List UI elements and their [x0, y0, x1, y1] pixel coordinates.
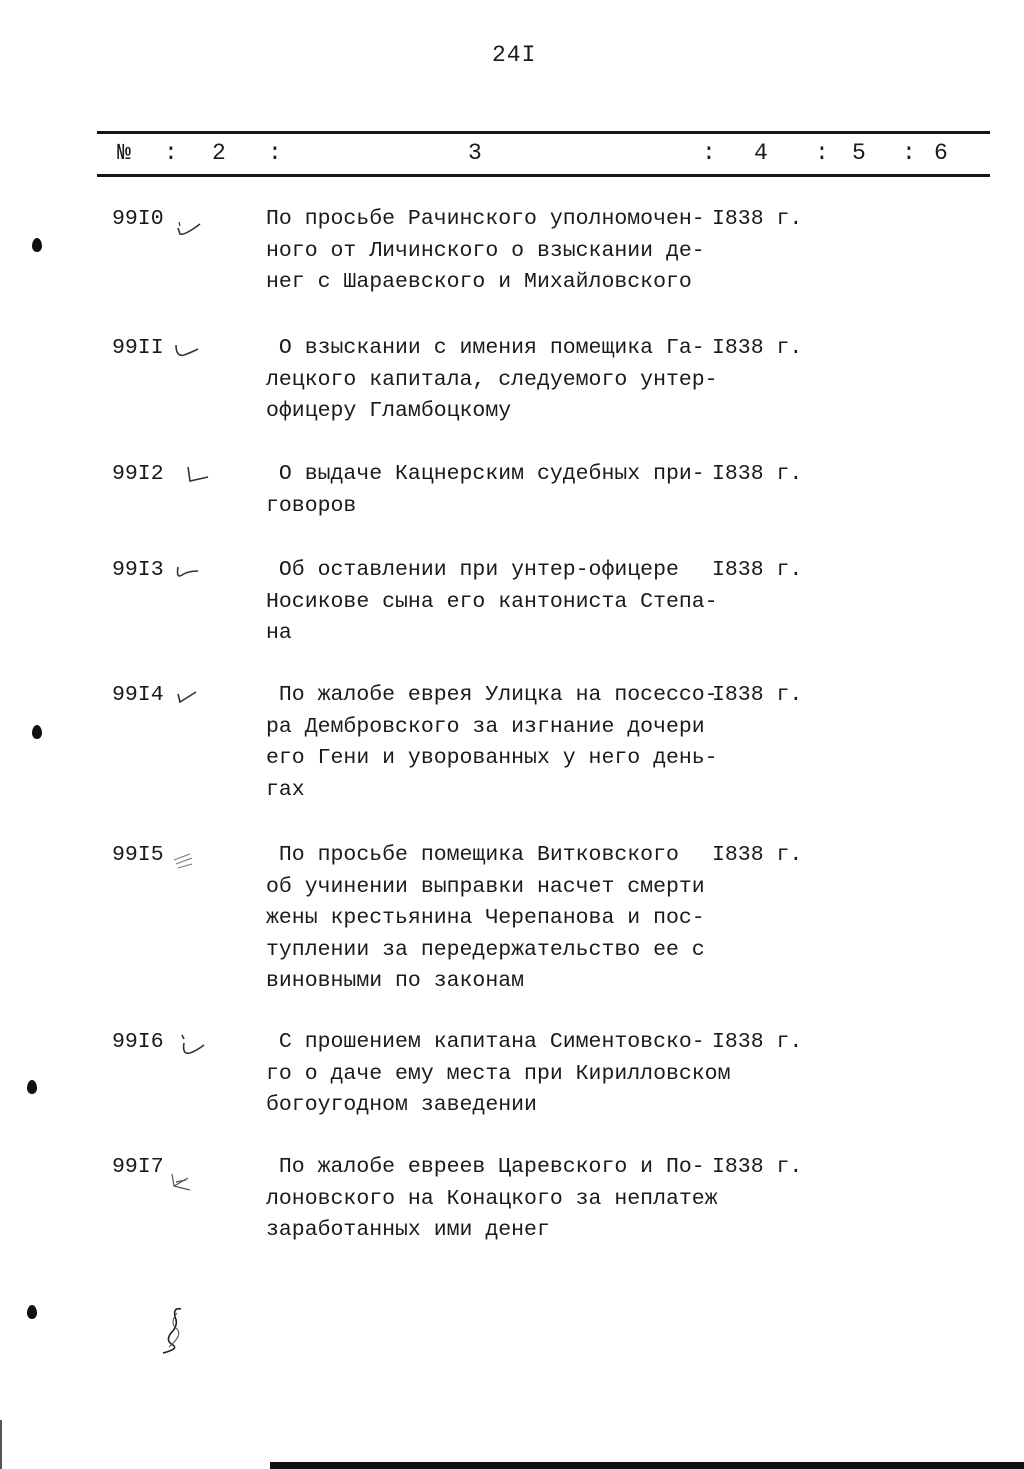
entry-number: 99I2 — [112, 462, 164, 486]
description-line: нег с Шараевского и Михайловского — [266, 270, 692, 294]
entry-description — [266, 555, 718, 650]
description-line: лецкого капитала, следуемого унтер- — [266, 367, 718, 392]
entry-number: 99I4 — [112, 683, 164, 707]
entry-year: I838 г. — [712, 207, 803, 231]
scan-edge — [0, 1420, 2, 1469]
column-header-6: 6 — [934, 140, 948, 166]
column-header-5: 5 — [852, 140, 866, 166]
entry-description — [266, 1027, 731, 1122]
punch-hole-icon — [32, 238, 42, 252]
description-line: виновными по законам — [266, 969, 525, 993]
column-header-3: 3 — [468, 140, 482, 166]
description-line: его Гени и уворованных у него день- — [266, 746, 718, 770]
entry-number: 99I6 — [112, 1030, 164, 1054]
column-separator: : — [702, 140, 716, 166]
description-line: По просьбе помещика Витковского — [266, 843, 679, 867]
description-line: По жалобе евреев Царевского и По- — [266, 1155, 705, 1179]
description-line: По жалобе еврея Улицка на посессо- — [266, 683, 718, 707]
column-separator: : — [268, 140, 282, 166]
column-separator: : — [815, 140, 829, 166]
header-top-rule — [97, 131, 990, 134]
punch-hole-icon — [27, 1305, 37, 1319]
description-line: Об оставлении при унтер-офицере — [266, 558, 679, 582]
entry-description — [266, 1152, 718, 1247]
check-icon — [168, 846, 198, 876]
description-line: ного от Личинского о взыскании де- — [266, 238, 705, 263]
punch-hole-icon — [27, 1080, 37, 1094]
description-line: О взыскании с имения помещика Га- — [266, 336, 705, 360]
entry-description — [266, 680, 718, 806]
entry-number: 99II — [112, 336, 164, 360]
description-line: заработанных ими денег — [266, 1218, 550, 1242]
entry-year: I838 г. — [712, 1030, 803, 1054]
description-line: говоров — [266, 493, 357, 518]
description-line: жены крестьянина Черепанова и пос- — [266, 906, 705, 930]
description-line: го о даче ему места при Кирилловском — [266, 1061, 731, 1086]
description-line: С прошением капитана Симентовско- — [266, 1030, 705, 1054]
entry-year: I838 г. — [712, 1155, 803, 1179]
check-icon — [176, 1031, 206, 1061]
column-header-number: № — [117, 140, 131, 166]
description-line: на — [266, 621, 292, 645]
column-separator: : — [902, 140, 916, 166]
entry-description — [266, 204, 711, 299]
description-line: туплении за передержательство ее с — [266, 937, 705, 962]
check-icon — [182, 461, 212, 491]
description-line: офицеру Гламбоцкому — [266, 399, 512, 423]
header-bottom-rule — [97, 174, 990, 177]
description-line: ра Дембровского за изгнание дочери — [266, 714, 705, 739]
punch-hole-icon — [32, 725, 42, 739]
entry-year: I838 г. — [712, 683, 803, 707]
entry-description — [266, 840, 711, 998]
description-line: об учинении выправки насчет смерти — [266, 874, 705, 899]
description-line: гах — [266, 777, 305, 802]
entry-description — [266, 333, 718, 428]
signature-icon — [155, 1305, 195, 1355]
entry-year: I838 г. — [712, 843, 803, 867]
description-line: Носикове сына его кантониста Степа- — [266, 589, 718, 614]
scan-edge — [270, 1462, 1024, 1469]
check-icon — [164, 1170, 194, 1200]
description-line: По просьбе Рачинского уполномочен- — [266, 207, 705, 231]
entry-number: 99I5 — [112, 843, 164, 867]
check-icon — [172, 557, 202, 587]
entry-number: 99I7 — [112, 1155, 164, 1179]
table-header — [0, 140, 1024, 170]
entry-number: 99I0 — [112, 207, 164, 231]
check-icon — [172, 682, 202, 712]
entry-year: I838 г. — [712, 558, 803, 582]
description-line: лоновского на Конацкого за неплатеж — [266, 1186, 718, 1211]
description-line: богоугодном заведении — [266, 1093, 537, 1117]
entry-year: I838 г. — [712, 462, 803, 486]
column-separator: : — [164, 140, 178, 166]
check-icon — [172, 335, 202, 365]
page-number: 24I — [492, 42, 537, 68]
column-header-2: 2 — [212, 140, 226, 166]
check-icon — [174, 214, 204, 244]
entry-year: I838 г. — [712, 336, 803, 360]
entry-number: 99I3 — [112, 558, 164, 582]
column-header-4: 4 — [754, 140, 768, 166]
description-line: О выдаче Кацнерским судебных при- — [266, 462, 705, 486]
entry-description — [266, 459, 711, 522]
